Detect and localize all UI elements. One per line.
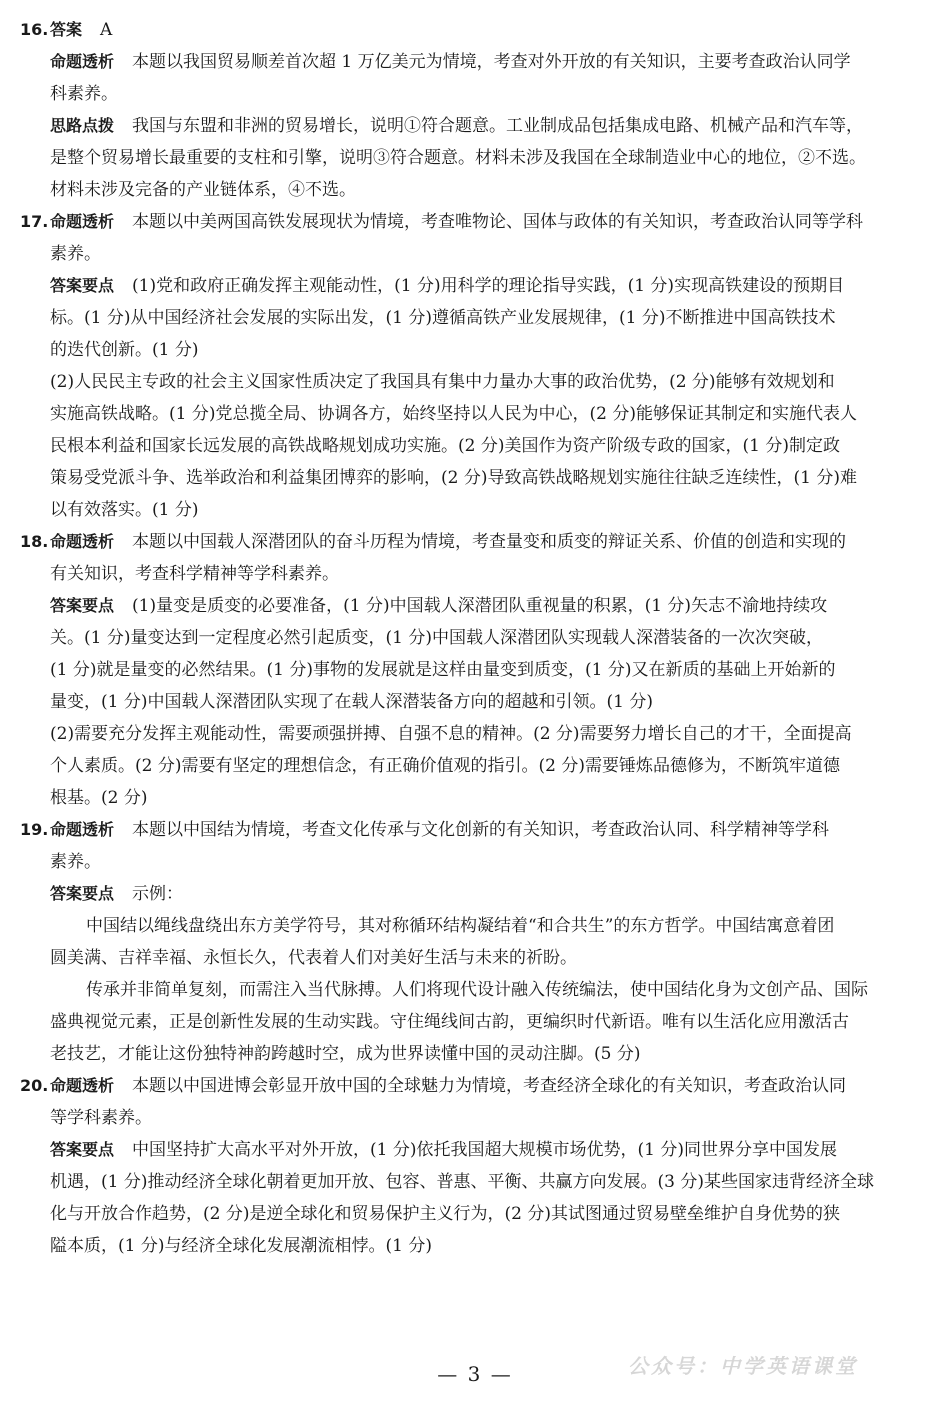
text-line [20, 718, 932, 750]
text-line [20, 494, 932, 526]
answer-item [20, 526, 932, 814]
line-text: 科素养。 [50, 84, 118, 104]
text-line [20, 878, 932, 910]
text-line [20, 814, 932, 846]
page-number: — 3 — [437, 1362, 513, 1386]
line-text: 量变，(1 分)中国载人深潜团队实现了在载人深潜装备方向的超越和引领。(1 分) [50, 692, 653, 712]
line-text: 盛典视觉元素，正是创新性发展的生动实践。守住绳线间古韵，更编织时代新语。唯有以生活化应用激活古 [50, 1012, 849, 1032]
question-number: 17. [20, 212, 49, 231]
text-line [20, 270, 932, 302]
line-text: 中国坚持扩大高水平对外开放，(1 分)依托我国超大规模市场优势，(1 分)同世界分享中国发展 [132, 1140, 837, 1160]
text-line [20, 14, 932, 46]
line-text: (2)人民民主专政的社会主义国家性质决定了我国具有集中力量办大事的政治优势，(2 分)能够有效规划和 [50, 372, 835, 392]
text-line [20, 238, 932, 270]
line-text: 示例： [132, 884, 184, 904]
text-line [20, 174, 932, 206]
line-text: (1 分)就是量变的必然结果。(1 分)事物的发展就是这样由量变到质变，(1 分)又在新质的基础上开始新的 [50, 660, 836, 680]
section-label: 答案要点 [50, 596, 115, 615]
section-label: 答案要点 [50, 1140, 115, 1159]
text-line [20, 1038, 932, 1070]
line-text: 材料未涉及完备的产业链体系，④不选。 [50, 180, 356, 200]
text-line [20, 654, 932, 686]
text-line [20, 942, 932, 974]
text-line [20, 1134, 932, 1166]
line-text: 本题以中美两国高铁发展现状为情境，考查唯物论、国体与政体的有关知识，考查政治认同等学科 [132, 212, 864, 232]
text-line [20, 974, 932, 1006]
text-line [20, 846, 932, 878]
text-line [20, 302, 932, 334]
line-text: 民根本利益和国家长远发展的高铁战略规划成功实施。(2 分)美国作为资产阶级专政的国家，(1 分)制定政 [50, 436, 840, 456]
answer-item [20, 206, 932, 526]
section-label: 命题透析 [50, 212, 115, 231]
question-number: 20. [20, 1076, 49, 1095]
line-text: 老技艺，才能让这份独特神韵跨越时空，成为世界读懂中国的灵动注脚。(5 分) [50, 1044, 641, 1064]
line-text: 个人素质。(2 分)需要有坚定的理想信念，有正确价值观的指引。(2 分)需要锤炼品德修为，不断筑牢道德 [50, 756, 840, 776]
text-line [20, 46, 932, 78]
section-label: 答案要点 [50, 276, 115, 295]
line-text: (1)量变是质变的必要准备，(1 分)中国载人深潜团队重视量的积累，(1 分)矢志不渝地持续攻 [132, 596, 828, 616]
text-line [20, 334, 932, 366]
text-line [20, 1006, 932, 1038]
text-line [20, 1166, 932, 1198]
text-line [20, 1198, 932, 1230]
line-text: 本题以中国进博会彰显开放中国的全球魅力为情境，考查经济全球化的有关知识，考查政治认同 [132, 1076, 847, 1096]
text-line [20, 622, 932, 654]
text-line [20, 206, 932, 238]
line-text: 传承并非简单复刻，而需注入当代脉搏。人们将现代设计融入传统编法，使中国结化身为文创产品、国际 [86, 980, 868, 1000]
text-line [20, 910, 932, 942]
line-text: 是整个贸易增长最重要的支柱和引擎，说明③符合题意。材料未涉及我国在全球制造业中心的地位，②不选。 [50, 148, 866, 168]
text-line [20, 686, 932, 718]
question-number: 16. [20, 20, 49, 39]
answer-item [20, 1070, 932, 1262]
line-text: 关。(1 分)量变达到一定程度必然引起质变，(1 分)中国载人深潜团队实现载人深潜装备的一次次突破， [50, 628, 823, 648]
text-line [20, 558, 932, 590]
section-label: 命题透析 [50, 820, 115, 839]
line-text: 隘本质，(1 分)与经济全球化发展潮流相悖。(1 分) [50, 1236, 432, 1256]
section-label: 命题透析 [50, 1076, 115, 1095]
line-text: 我国与东盟和非洲的贸易增长，说明①符合题意。工业制成品包括集成电路、机械产品和汽车等， [132, 116, 864, 136]
line-text: 根基。(2 分) [50, 788, 148, 808]
text-line [20, 782, 932, 814]
line-text: 圆美满、吉祥幸福、永恒长久，代表着人们对美好生活与未来的祈盼。 [50, 948, 577, 968]
watermark: 公众号：中学英语课堂 [628, 1354, 858, 1378]
line-text: 的迭代创新。(1 分) [50, 340, 199, 360]
question-number: 18. [20, 532, 49, 551]
answer-item [20, 814, 932, 1070]
line-text: 本题以中国载人深潜团队的奋斗历程为情境，考查量变和质变的辩证关系、价值的创造和实现的 [132, 532, 847, 552]
line-text: 实施高铁战略。(1 分)党总揽全局、协调各方，始终坚持以人民为中心，(2 分)能够保证其制定和实施代表人 [50, 404, 857, 424]
line-text: 机遇，(1 分)推动经济全球化朝着更加开放、包容、普惠、平衡、共赢方向发展。(3 分)某些国家违背经济全球 [50, 1172, 874, 1192]
answer-content [20, 14, 932, 1262]
line-text: A [100, 20, 113, 40]
line-text: 本题以中国结为情境，考查文化传承与文化创新的有关知识，考查政治认同、科学精神等学科 [132, 820, 830, 840]
line-text: 以有效落实。(1 分) [50, 500, 199, 520]
text-line [20, 142, 932, 174]
line-text: 化与开放合作趋势，(2 分)是逆全球化和贸易保护主义行为，(2 分)其试图通过贸易壁垒维护自身优势的狭 [50, 1204, 840, 1224]
text-line [20, 590, 932, 622]
line-text: 素养。 [50, 852, 101, 872]
line-text: 等学科素养。 [50, 1108, 152, 1128]
line-text: 策易受党派斗争、选举政治和利益集团博弈的影响，(2 分)导致高铁战略规划实施往往缺乏连续性，(1 分)难 [50, 468, 857, 488]
section-label: 思路点拨 [50, 116, 115, 135]
line-text: 标。(1 分)从中国经济社会发展的实际出发，(1 分)遵循高铁产业发展规律，(1 分)不断推进中国高铁技术 [50, 308, 836, 328]
section-label: 答案要点 [50, 884, 115, 903]
answer-item [20, 14, 932, 206]
line-text: 本题以我国贸易顺差首次超 1 万亿美元为情境，考查对外开放的有关知识，主要考查政治认同学 [132, 52, 851, 72]
text-line [20, 398, 932, 430]
line-text: (2)需要充分发挥主观能动性，需要顽强拼搏、自强不息的精神。(2 分)需要努力增长自己的才干，全面提高 [50, 724, 852, 744]
section-label: 命题透析 [50, 52, 115, 71]
text-line [20, 750, 932, 782]
text-line [20, 526, 932, 558]
section-label: 命题透析 [50, 532, 115, 551]
text-line [20, 462, 932, 494]
text-line [20, 78, 932, 110]
text-line [20, 1070, 932, 1102]
line-text: 有关知识，考查科学精神等学科素养。 [50, 564, 339, 584]
line-text: 中国结以绳线盘绕出东方美学符号，其对称循环结构凝结着“和合共生”的东方哲学。中国结寓意着团 [86, 916, 835, 936]
question-number: 19. [20, 820, 49, 839]
text-line [20, 366, 932, 398]
text-line [20, 1230, 932, 1262]
line-text: (1)党和政府正确发挥主观能动性，(1 分)用科学的理论指导实践，(1 分)实现高铁建设的预期目 [132, 276, 845, 296]
text-line [20, 430, 932, 462]
text-line [20, 1102, 932, 1134]
line-text: 素养。 [50, 244, 101, 264]
text-line [20, 110, 932, 142]
section-label: 答案 [50, 20, 83, 39]
